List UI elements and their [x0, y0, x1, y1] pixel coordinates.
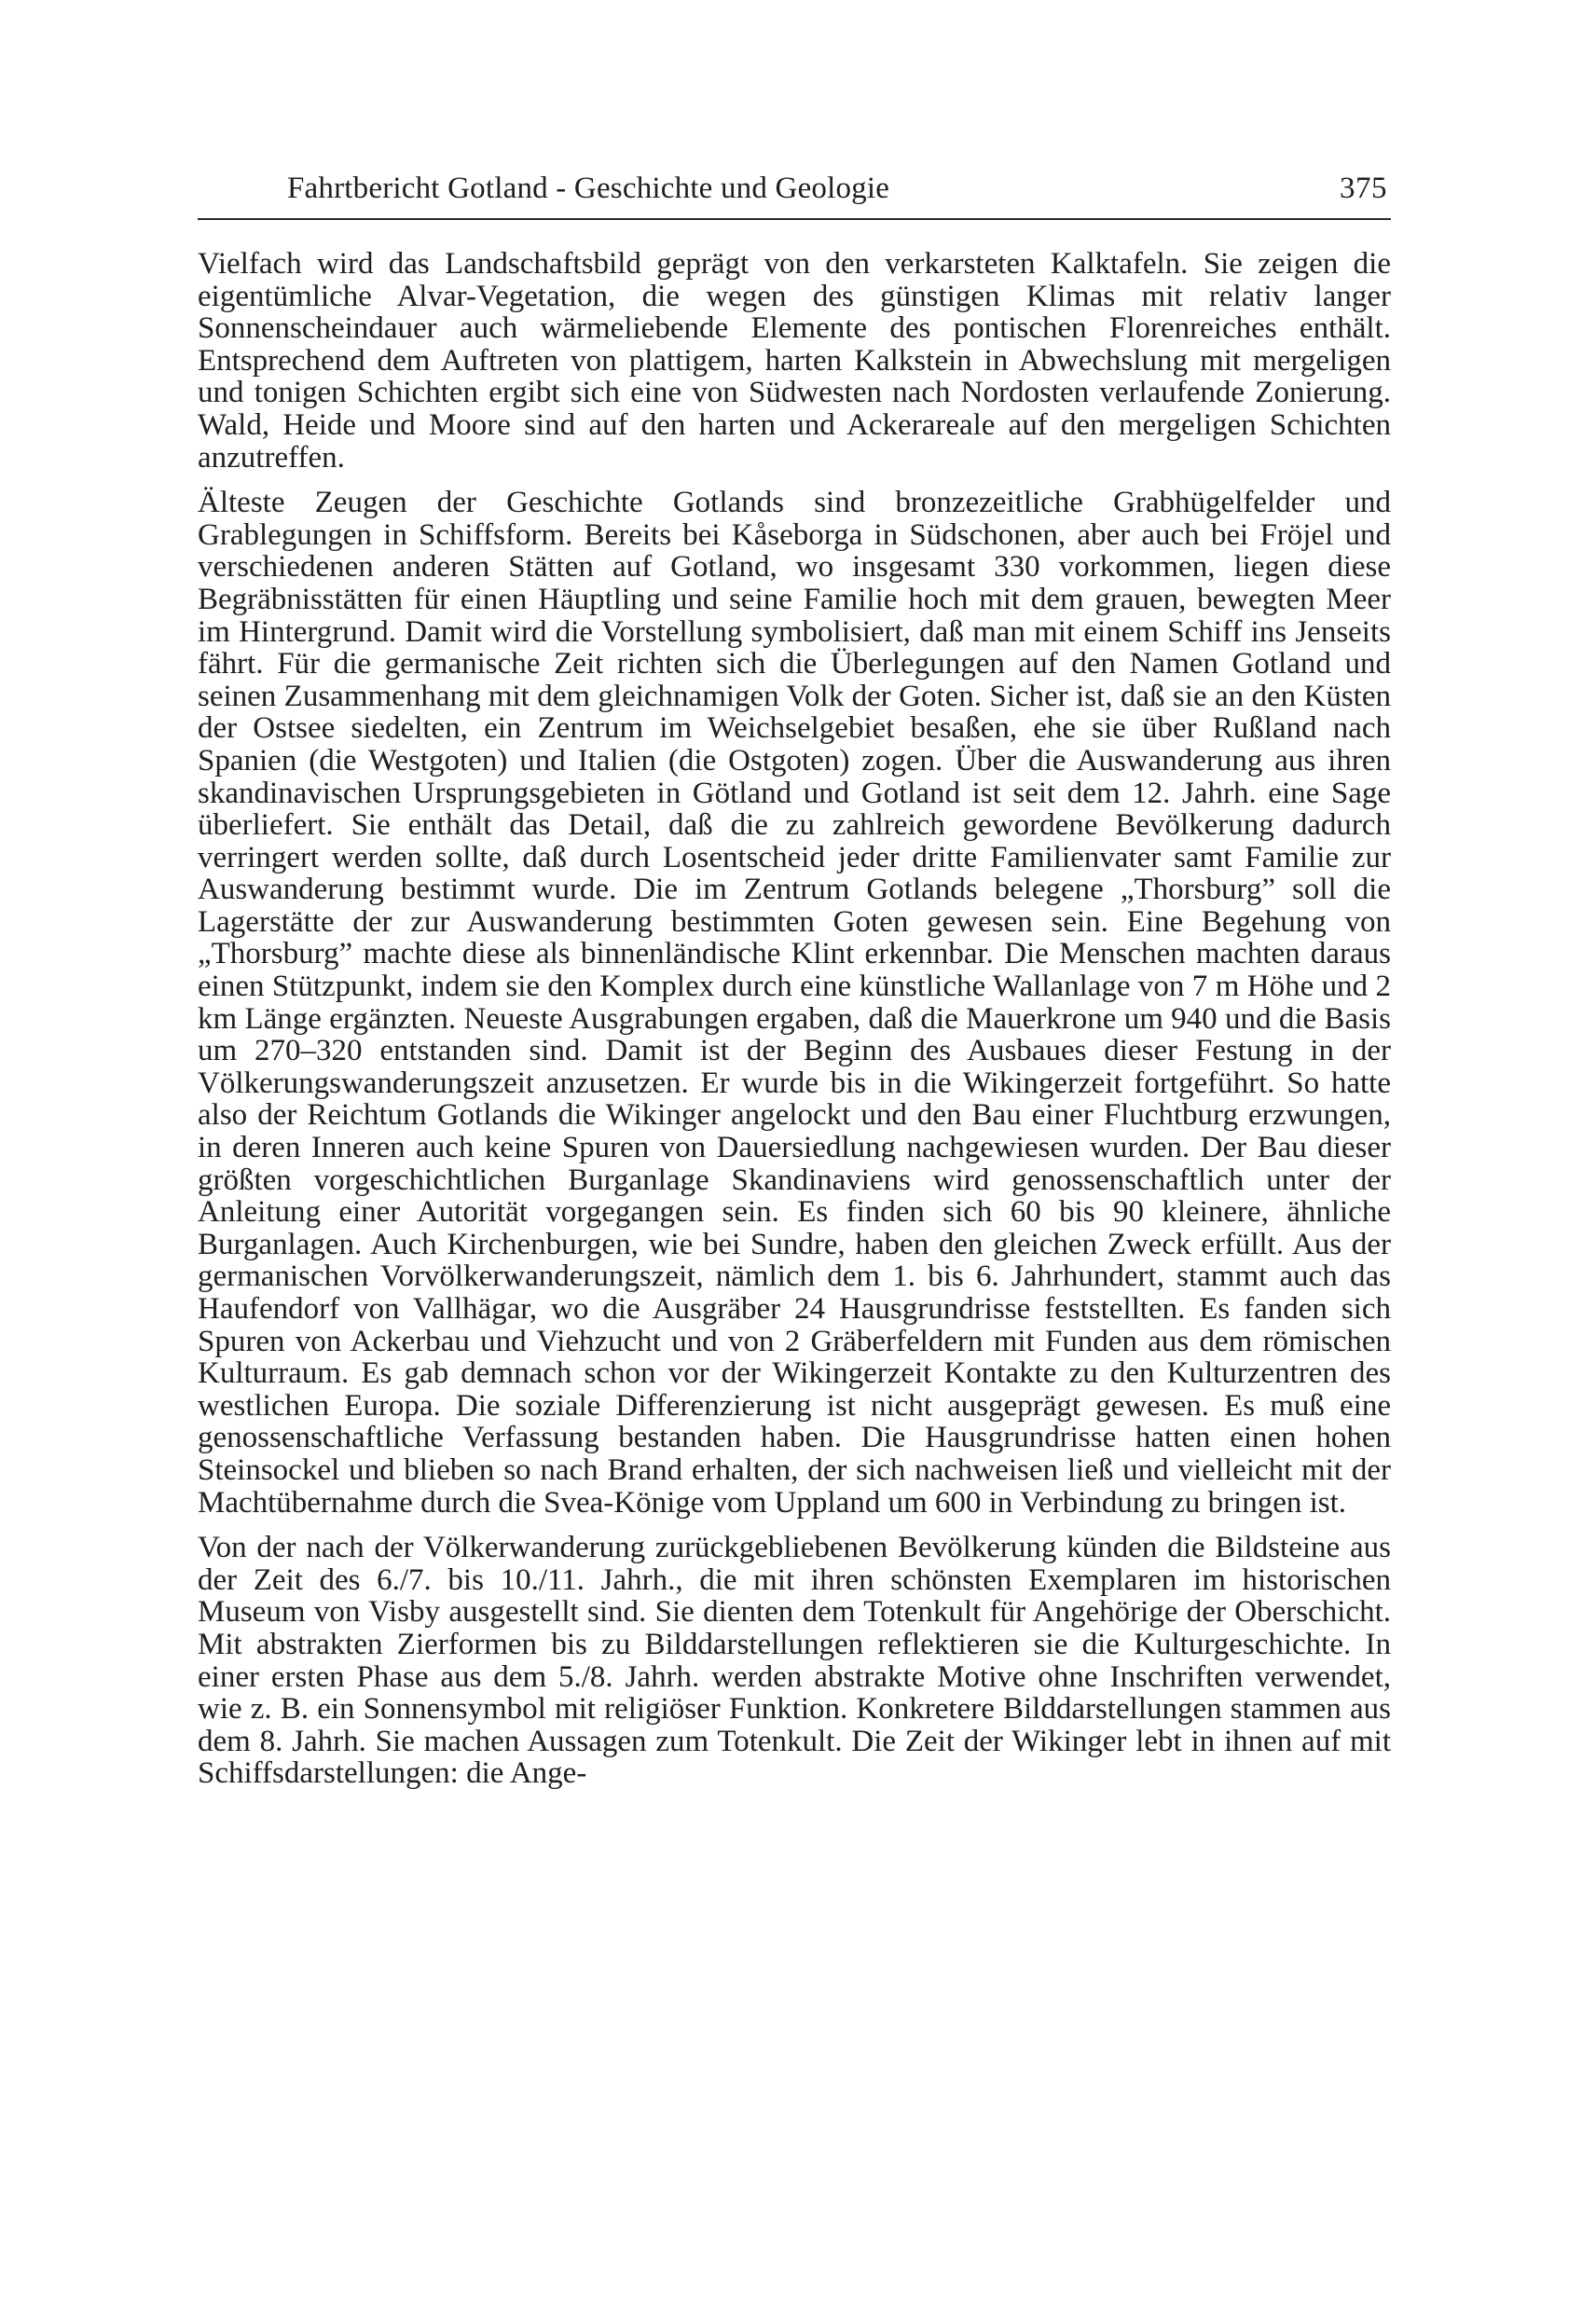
body-text [198, 248, 1391, 1790]
running-title: Fahrtbericht Gotland - Geschichte und Geologie [287, 172, 890, 205]
paragraph-history: Älteste Zeugen der Geschichte Gotlands sind bronzezeitliche Grabhügelfelder und Grablegungen in Schiffsform. Bereits bei Kåseborga in Südschonen, aber auch bei Fröjel und verschiedenen anderen Stätten auf Gotland, wo insgesamt 330 vorkommen, liegen diese Begräbnisstätten für einen Häuptling und seine Familie hoch mit dem grauen, bewegten Meer im Hintergrund. Damit wird die Vorstellung symbolisiert, daß man mit einem Schiff ins Jenseits fährt. Für die germanische Zeit richten sich die Überlegungen auf den Namen Gotland und seinen Zusammenhang mit dem gleichnamigen Volk der Goten. Sicher ist, daß sie an den Küsten der Ostsee siedelten, ein Zentrum im Weichselgebiet besaßen, ehe sie über Rußland nach Spanien (die Westgoten) und Italien (die Ostgoten) zogen. Über die Auswanderung aus ihren skandinavischen Ursprungsgebieten in Götland und Gotland ist seit dem 12. Jahrh. eine Sage überliefert. Sie enthält das Detail, daß die zu zahlreich gewordene Bevölkerung dadurch verringert werden sollte, daß durch Losentscheid jeder dritte Familienvater samt Familie zur Auswanderung bestimmt wurde. Die im Zentrum Gotlands belegene „Thorsburg” soll die Lagerstätte der zur Auswanderung bestimmten Goten gewesen sein. Eine Begehung von „Thorsburg” machte diese als binnenländische Klint erkennbar. Die Menschen machten daraus einen Stützpunkt, indem sie den Komplex durch eine künstliche Wallanlage von 7 m Höhe und 2 km Länge ergänzten. Neueste Ausgrabungen ergaben, daß die Mauerkrone um 940 und die Basis um 270–320 entstanden sind. Damit ist der Beginn des Ausbaues dieser Festung in der Völkerungswanderungszeit anzusetzen. Er wurde bis in die Wikingerzeit fortgeführt. So hatte also der Reichtum Gotlands die Wikinger angelockt und den Bau einer Fluchtburg erzwungen, in deren Inneren auch keine Spuren von Dauersiedlung nachgewiesen wurden. Der Bau dieser größten vorgeschichtlichen Burganlage Skandinaviens wird genossenschaftlich unter der Anleitung einer Autorität vorgegangen sein. Es finden sich 60 bis 90 kleinere, ähnliche Burganlagen. Auch Kirchenburgen, wie bei Sundre, haben den gleichen Zweck erfüllt. Aus der germanischen Vorvölkerwanderungszeit, nämlich dem 1. bis 6. Jahrhundert, stammt auch das Haufendorf von Vallhägar, wo die Ausgräber 24 Hausgrundrisse feststellten. Es fanden sich Spuren von Ackerbau und Viehzucht und von 2 Gräberfeldern mit Funden aus dem römischen Kulturraum. Es gab demnach schon vor der Wikingerzeit Kontakte zu den Kulturzentren des westlichen Europa. Die soziale Differenzierung ist nicht ausgeprägt gewesen. Es muß eine genossenschaftliche Verfassung bestanden haben. Die Hausgrundrisse hatten einen hohen Steinsockel und blieben so nach Brand erhalten, der sich nachweisen ließ und vielleicht mit der Machtübernahme durch die Svea-Könige vom Uppland um 600 in Verbindung zu bringen ist. [198, 486, 1391, 1520]
page-number: 375 [1340, 172, 1387, 205]
running-header [198, 168, 1391, 220]
paragraph-landscape: Vielfach wird das Landschaftsbild geprägt von den verkarsteten Kalktafeln. Sie zeigen die eigentümliche Alvar-Vegetation, die wegen des günstigen Klimas mit relativ langer Sonnenscheindauer auch wärmeliebende Elemente des pontischen Florenreiches enthält. Entsprechend dem Auftreten von plattigem, harten Kalkstein in Abwechslung mit mergeligen und tonigen Schichten ergibt sich eine von Südwesten nach Nordosten verlaufende Zonierung. Wald, Heide und Moore sind auf den harten und Ackerareale auf den mergeligen Schichten anzutreffen. [198, 247, 1391, 475]
paragraph-picture-stones: Von der nach der Völkerwanderung zurückgebliebenen Bevölkerung künden die Bildsteine aus der Zeit des 6./7. bis 10./11. Jahrh., die mit ihren schönsten Exemplaren im historischen Museum von Visby ausgestellt sind. Sie dienten dem Totenkult für Angehörige der Oberschicht. Mit abstrakten Zierformen bis zu Bilddarstellungen reflektieren sie die Kulturgeschichte. In einer ersten Phase aus dem 5./8. Jahrh. werden abstrakte Motive ohne Inschriften verwendet, wie z. B. ein Sonnensymbol mit religiöser Funktion. Konkretere Bilddarstellungen stammen aus dem 8. Jahrh. Sie machen Aussagen zum Totenkult. Die Zeit der Wikinger lebt in ihnen auf mit Schiffsdarstellungen: die Ange- [198, 1531, 1391, 1791]
document-page [198, 168, 1391, 1803]
